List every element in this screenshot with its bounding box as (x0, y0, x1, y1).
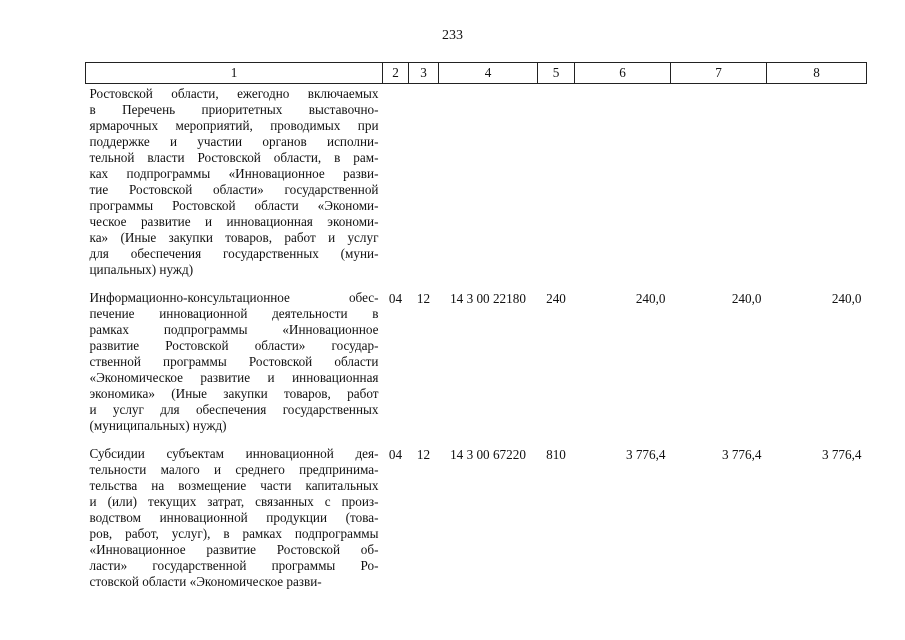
description-line: Информационно-консультационное обес- (89, 290, 379, 305)
header-row (86, 63, 867, 84)
description-line: тельности малого и среднего предпринима- (89, 462, 379, 477)
row-description (86, 444, 383, 600)
table-row (86, 84, 867, 289)
description-line: ров, работ, услуг), в рамках подпрограммы (89, 526, 379, 541)
description-line: поддержке и участии органов исполни- (89, 134, 379, 149)
description-line: Ростовской области, ежегодно включаемых (89, 86, 379, 101)
description-line: тельной власти Ростовской области, в рам- (89, 150, 379, 165)
subsection-code (409, 84, 439, 289)
description-line: программы Ростовской области «Экономи- (89, 198, 379, 213)
description-line: ческое развитие и инновационная экономи- (89, 214, 379, 229)
subsection-code: 12 (416, 291, 431, 306)
section-code: 04 (388, 447, 403, 462)
expense-type-code: 240 (546, 291, 566, 306)
column-header: 1 (86, 63, 383, 84)
target-article-code (439, 84, 538, 289)
budget-table (85, 62, 867, 600)
amount-year-1 (575, 84, 671, 289)
table-body (86, 84, 867, 601)
description-line: в Перечень приоритетных выставочно- (89, 102, 379, 117)
description-line: ственной программы Ростовской области (89, 354, 379, 369)
table-row (86, 444, 867, 600)
column-header: 2 (383, 63, 409, 84)
description-line: Субсидии субъектам инновационной дея- (89, 446, 379, 461)
description-line: «Инновационное развитие Ростовской об- (89, 542, 379, 557)
section-code (383, 84, 409, 289)
expense-type-code: 810 (546, 447, 566, 462)
amount-year-2: 3 776,4 (721, 447, 762, 462)
amount-year-3: 3 776,4 (821, 447, 862, 462)
description-line: тельства на возмещение части капитальных (89, 478, 379, 493)
description-line: ярмарочных мероприятий, проводимых при (89, 118, 379, 133)
column-header: 6 (575, 63, 671, 84)
column-header: 5 (538, 63, 575, 84)
column-header: 8 (767, 63, 867, 84)
amount-year-3 (767, 84, 867, 289)
section-code: 04 (388, 291, 403, 306)
description-line: стовской области «Экономическое разви- (89, 574, 322, 589)
expense-type-code (538, 84, 575, 289)
subsection-code: 12 (416, 447, 431, 462)
page-number: 233 (442, 28, 463, 43)
amount-year-2: 240,0 (731, 291, 762, 306)
column-header: 4 (439, 63, 538, 84)
description-line: «Экономическое развитие и инновационная (89, 370, 379, 385)
description-line: водством инновационной продукции (това- (89, 510, 379, 525)
amount-year-1: 3 776,4 (625, 447, 666, 462)
target-article-code: 14 3 00 22180 (450, 291, 526, 306)
description-line: и услуг для обеспечения государственных (89, 402, 379, 417)
description-line: ках подпрограммы «Инновационное разви- (89, 166, 379, 181)
description-line: (муниципальных) нужд) (89, 418, 227, 433)
description-line: развитие Ростовской области» государ- (89, 338, 379, 353)
description-line: и (или) текущих затрат, связанных с произ- (89, 494, 379, 509)
row-description (86, 288, 383, 444)
description-line: тие Ростовской области» государственной (89, 182, 379, 197)
description-line: экономика» (Иные закупки товаров, работ (89, 386, 379, 401)
amount-year-1: 240,0 (635, 291, 666, 306)
row-description (86, 84, 383, 289)
description-line: ципальных) нужд) (89, 262, 194, 277)
table-row (86, 288, 867, 444)
description-line: для обеспечения государственных (муни- (89, 246, 379, 261)
description-line: рамках подпрограммы «Инновационное (89, 322, 379, 337)
description-line: ка» (Иные закупки товаров, работ и услуг (89, 230, 379, 245)
column-header: 3 (409, 63, 439, 84)
target-article-code: 14 3 00 67220 (450, 447, 526, 462)
description-line: ласти» государственной программы Ро- (89, 558, 379, 573)
amount-year-2 (671, 84, 767, 289)
column-header: 7 (671, 63, 767, 84)
description-line: печение инновационной деятельности в (89, 306, 379, 321)
amount-year-3: 240,0 (831, 291, 862, 306)
